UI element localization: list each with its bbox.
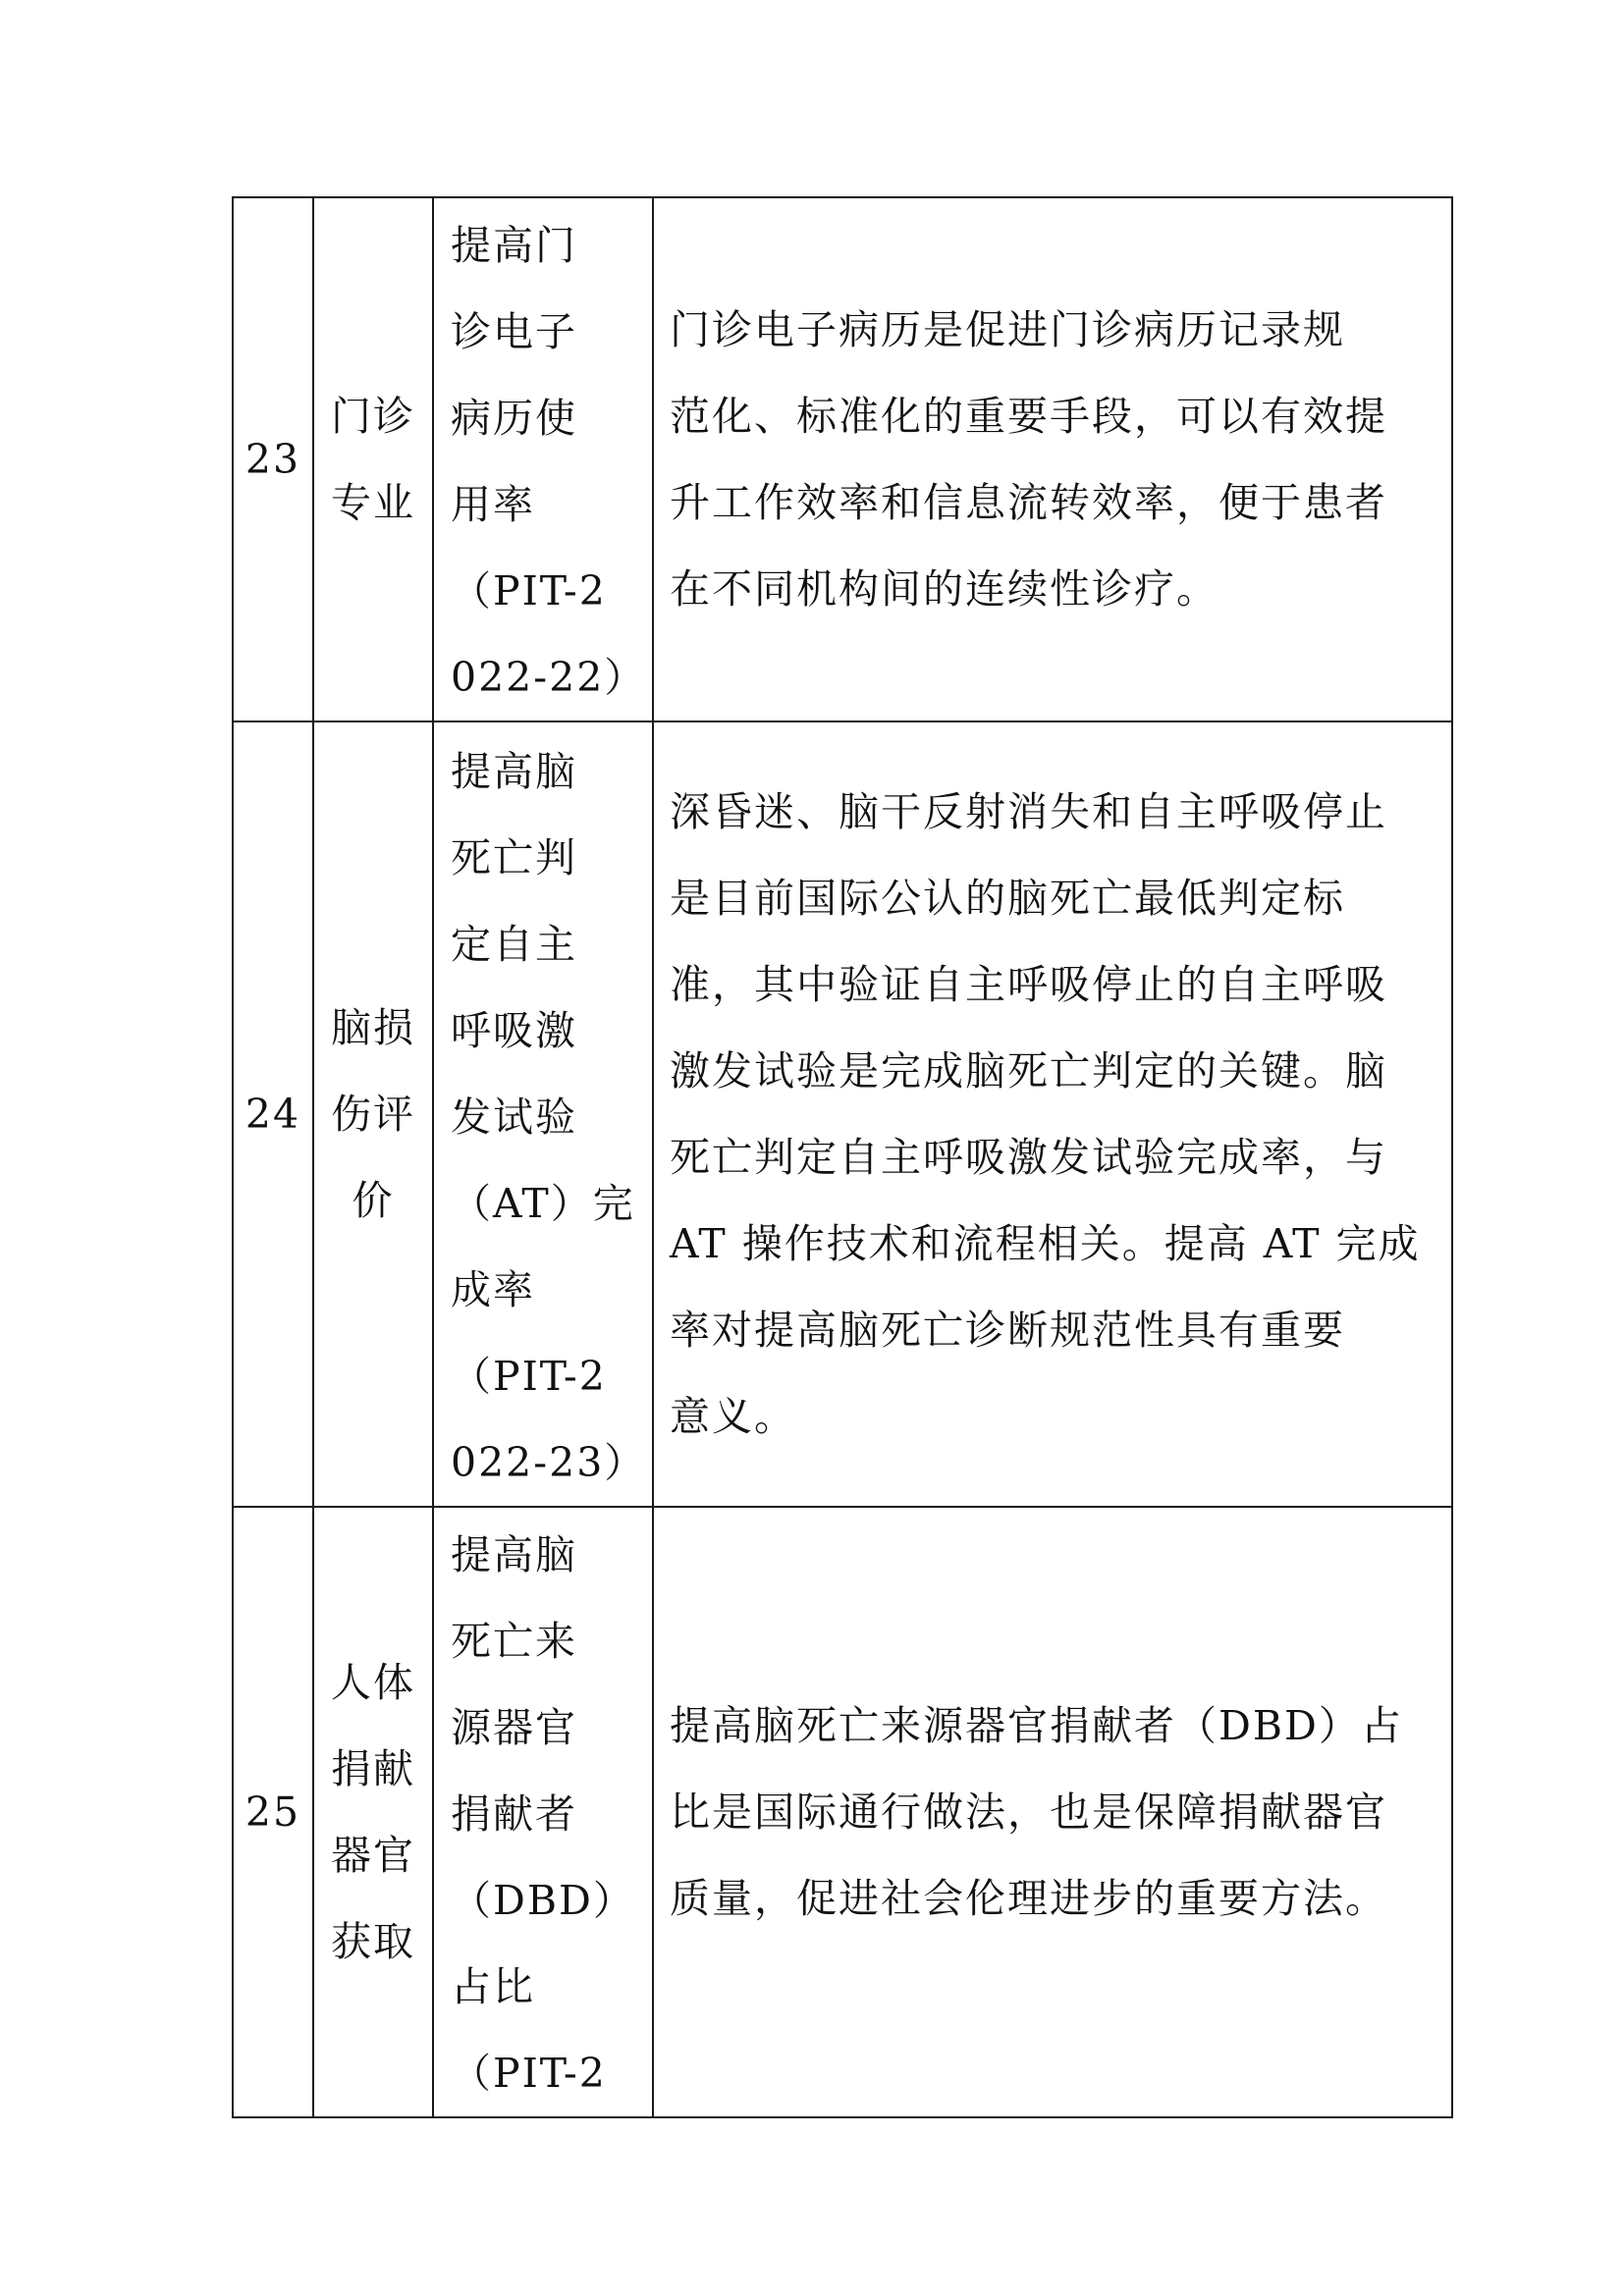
indicator-line: （PIT-2 <box>451 1353 607 1400</box>
indicator-table <box>232 196 1453 2118</box>
description-line: 范化、标准化的重要手段，可以有效提 <box>670 393 1387 440</box>
indicator-line: （PIT-2 <box>451 567 607 614</box>
category-cell <box>313 1507 433 2117</box>
indicator-line: 呼吸激 <box>451 1007 577 1054</box>
category-line: 捐献 <box>331 1745 415 1792</box>
indicator-line: 源器官 <box>451 1704 577 1751</box>
row-number-cell <box>233 197 313 721</box>
table-row <box>233 197 1452 721</box>
category-cell <box>313 197 433 721</box>
table-row <box>233 1507 1452 2117</box>
description-line: 升工作效率和信息流转效率，便于患者 <box>670 479 1387 526</box>
description-line: 率对提高脑死亡诊断规范性具有重要 <box>670 1307 1345 1354</box>
category-line: 专业 <box>331 479 415 526</box>
description-line: 在不同机构间的连续性诊疗。 <box>670 565 1218 613</box>
description-line: 意义。 <box>670 1393 796 1440</box>
indicator-line: 死亡来 <box>451 1618 577 1665</box>
indicator-line: 死亡判 <box>451 834 577 881</box>
description-cell <box>653 197 1452 721</box>
description-line: 提高脑死亡来源器官捐献者（DBD）占 <box>670 1702 1403 1749</box>
indicator-line: （PIT-2 <box>451 2050 607 2097</box>
indicator-line: 发试验 <box>451 1094 577 1141</box>
table-row <box>233 721 1452 1507</box>
indicator-line: （DBD） <box>451 1877 635 1924</box>
description-line: 死亡判定自主呼吸激发试验完成率，与 <box>670 1134 1387 1181</box>
row-number-cell <box>233 1507 313 2117</box>
indicator-line: 提高脑 <box>451 748 577 795</box>
indicator-line: 定自主 <box>451 921 577 968</box>
indicator-line: 提高门 <box>451 222 577 269</box>
description-line: 是目前国际公认的脑死亡最低判定标 <box>670 875 1345 922</box>
description-line: AT 操作技术和流程相关。提高 AT 完成 <box>670 1220 1421 1267</box>
category-line: 门诊 <box>331 393 415 440</box>
description-line: 深昏迷、脑干反射消失和自主呼吸停止 <box>670 788 1387 835</box>
indicator-line: 用率 <box>451 481 535 528</box>
category-line: 伤评 <box>331 1091 415 1138</box>
indicator-line: 捐献者 <box>451 1790 577 1838</box>
category-line: 脑损 <box>331 1004 415 1051</box>
row-number: 25 <box>244 1789 301 1836</box>
category-line: 人体 <box>331 1659 415 1706</box>
row-number: 23 <box>244 436 301 483</box>
indicator-line: 成率 <box>451 1266 535 1313</box>
row-number: 24 <box>244 1091 301 1138</box>
indicator-line: （AT）完 <box>451 1180 635 1227</box>
indicator-line: 诊电子 <box>451 308 577 355</box>
description-line: 质量，促进社会伦理进步的重要方法。 <box>670 1875 1387 1922</box>
row-number-cell <box>233 721 313 1507</box>
indicator-line: 022-23） <box>451 1439 647 1486</box>
category-cell <box>313 721 433 1507</box>
description-line: 比是国际通行做法，也是保障捐献器官 <box>670 1789 1387 1836</box>
indicator-line: 占比 <box>451 1963 535 2010</box>
indicator-cell <box>433 721 653 1507</box>
category-line: 获取 <box>331 1918 415 1965</box>
description-cell <box>653 721 1452 1507</box>
category-line: 价 <box>352 1177 395 1224</box>
description-line: 准，其中验证自主呼吸停止的自主呼吸 <box>670 961 1387 1008</box>
indicator-line: 病历使 <box>451 395 577 442</box>
description-line: 门诊电子病历是促进门诊病历记录规 <box>670 306 1345 353</box>
description-line: 激发试验是完成脑死亡判定的关键。脑 <box>670 1047 1387 1095</box>
indicator-line: 提高脑 <box>451 1531 577 1578</box>
indicator-line: 022-22） <box>451 654 647 701</box>
indicator-cell <box>433 1507 653 2117</box>
indicator-cell <box>433 197 653 721</box>
category-line: 器官 <box>331 1832 415 1879</box>
description-cell <box>653 1507 1452 2117</box>
